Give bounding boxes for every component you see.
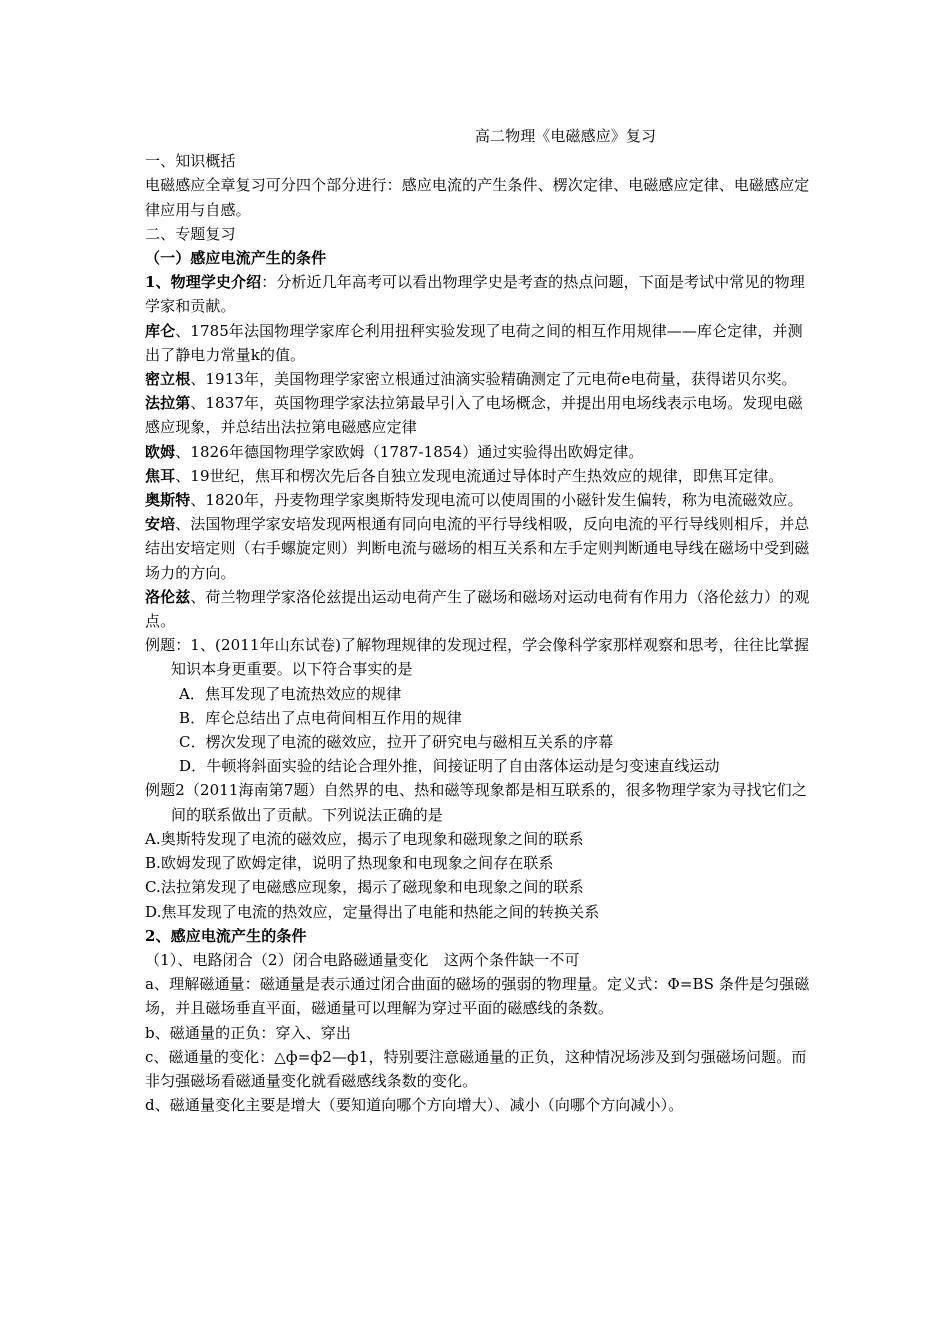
document-body bbox=[145, 124, 810, 1117]
section-heading-2: 二、专题复习 bbox=[145, 224, 236, 243]
scientist-paragraph bbox=[145, 464, 810, 488]
scientist-name: 欧姆 bbox=[145, 442, 176, 461]
history-intro-paragraph bbox=[145, 270, 810, 318]
scientist-paragraph bbox=[145, 319, 810, 367]
scientist-text: 、1913年，美国物理学家密立根通过油滴实验精确测定了元电荷e电荷量，获得诺贝尔奖。 bbox=[190, 370, 797, 389]
scientist-paragraph bbox=[145, 512, 810, 585]
example-2-option-a: A.奥斯特发现了电流的磁效应，揭示了电现象和磁现象之间的联系 bbox=[145, 829, 584, 848]
scientist-paragraph bbox=[145, 585, 810, 633]
point-d: d、磁通量变化主要是增大（要知道向哪个方向增大）、减小（向哪个方向减小）。 bbox=[145, 1096, 684, 1115]
scientist-text: 、法国物理学家安培发现两根通有同向电流的平行导线相吸，反向电流的平行导线则相斥，并总结出安培定则（右手螺旋定则）判断电流与磁场的相互关系和左手定则判断通电导线在磁场中受到磁场力的方向。 bbox=[145, 515, 810, 582]
subsection-heading-2: 2、感应电流产生的条件 bbox=[145, 926, 307, 945]
scientist-text: 、荷兰物理学家洛伦兹提出运动电荷产生了磁场和磁场对运动电荷有作用力（洛伦兹力）的观点。 bbox=[145, 587, 810, 631]
scientist-name: 焦耳 bbox=[145, 466, 176, 485]
scientist-paragraph bbox=[145, 440, 810, 464]
scientist-text: 、1826年德国物理学家欧姆（1787-1854）通过实验得出欧姆定律。 bbox=[175, 442, 644, 461]
example-1-option-a: A．焦耳发现了电流热效应的规律 bbox=[179, 684, 402, 703]
scientist-paragraph bbox=[145, 367, 810, 391]
example-2-option-b: B.欧姆发现了欧姆定律，说明了热现象和电现象之间存在联系 bbox=[145, 854, 554, 873]
document-title: 高二物理《电磁感应》复习 bbox=[474, 127, 657, 145]
subsection-heading-1: （一）感应电流产生的条件 bbox=[145, 249, 327, 268]
example-2-stem: 例题2（2011海南第7题）自然界的电、热和磁等现象都是相互联系的，很多物理学家为寻找它们之间的联系做出了贡献。下列说法正确的是 bbox=[145, 781, 807, 824]
scientist-text: 、19世纪，焦耳和楞次先后各自独立发现电流通过导体时产生热效应的规律，即焦耳定律。 bbox=[175, 466, 784, 485]
scientist-name: 奥斯特 bbox=[145, 491, 191, 510]
example-1-option-d: D．牛顿将斜面实验的结论合理外推，间接证明了自由落体运动是匀变速直线运动 bbox=[179, 757, 720, 776]
scientist-name: 密立根 bbox=[145, 370, 191, 389]
history-intro-text: ：分析近几年高考可以看出物理学史是考查的热点问题，下面是考试中常见的物理学家和贡献。 bbox=[145, 273, 805, 316]
scientist-paragraph bbox=[145, 391, 810, 439]
point-c: c、磁通量的变化：△ф=ф2—ф1，特别要注意磁通量的正负，这种情况场涉及到匀强磁场问题。而非匀强磁场看磁通量变化就看磁感线条数的变化。 bbox=[145, 1047, 807, 1090]
scientist-name: 法拉第 bbox=[145, 394, 191, 413]
scientist-text: 、1820年，丹麦物理学家奥斯特发现电流可以使周围的小磁针发生偏转，称为电流磁效应。 bbox=[190, 491, 803, 510]
example-1-option-c: C．楞次发现了电流的磁效应，拉开了研究电与磁相互关系的序幕 bbox=[179, 733, 614, 752]
conditions-line: （1）、电路闭合（2）闭合电路磁通量变化 这两个条件缺一不可 bbox=[145, 950, 580, 969]
point-a: a、理解磁通量：磁通量是表示通过闭合曲面的磁场的强弱的物理量。定义式：Φ=BS 条件是匀强磁场，并且磁场垂直平面，磁通量可以理解为穿过平面的磁感线的条数。 bbox=[145, 975, 810, 1018]
example-2-option-d: D.焦耳发现了电流的热效应，定量得出了电能和热能之间的转换关系 bbox=[145, 902, 600, 921]
scientist-paragraph bbox=[145, 488, 810, 512]
scientist-name: 安培 bbox=[145, 515, 176, 534]
scientist-text: 、1785年法国物理学家库仑利用扭秤实验发现了电荷之间的相互作用规律——库仑定律，并测出了静电力常量k的值。 bbox=[145, 321, 803, 364]
section-heading-1: 一、知识概括 bbox=[145, 152, 236, 171]
overview-paragraph: 电磁感应全章复习可分四个部分进行：感应电流的产生条件、楞次定律、电磁感应定律、电磁感应定律应用与自感。 bbox=[145, 176, 810, 219]
example-1-stem: 例题：1、(2011年山东试卷)了解物理规律的发现过程，学会像科学家那样观察和思考，往往比掌握知识本身更重要。以下符合事实的是 bbox=[145, 636, 810, 679]
scientist-name: 洛伦兹 bbox=[145, 587, 191, 606]
example-2-option-c: C.法拉第发现了电磁感应现象，揭示了磁现象和电现象之间的联系 bbox=[145, 878, 584, 897]
history-intro-label: 1、物理学史介绍 bbox=[145, 273, 262, 292]
scientist-name: 库仑 bbox=[145, 321, 176, 340]
example-1-option-b: B．库仑总结出了点电荷间相互作用的规律 bbox=[179, 708, 462, 727]
point-b: b、磁通量的正负：穿入、穿出 bbox=[145, 1023, 352, 1042]
scientist-text: 、1837年，英国物理学家法拉第最早引入了电场概念，并提出用电场线表示电场。发现电磁感应现象，并总结出法拉第电磁感应定律 bbox=[145, 394, 803, 437]
